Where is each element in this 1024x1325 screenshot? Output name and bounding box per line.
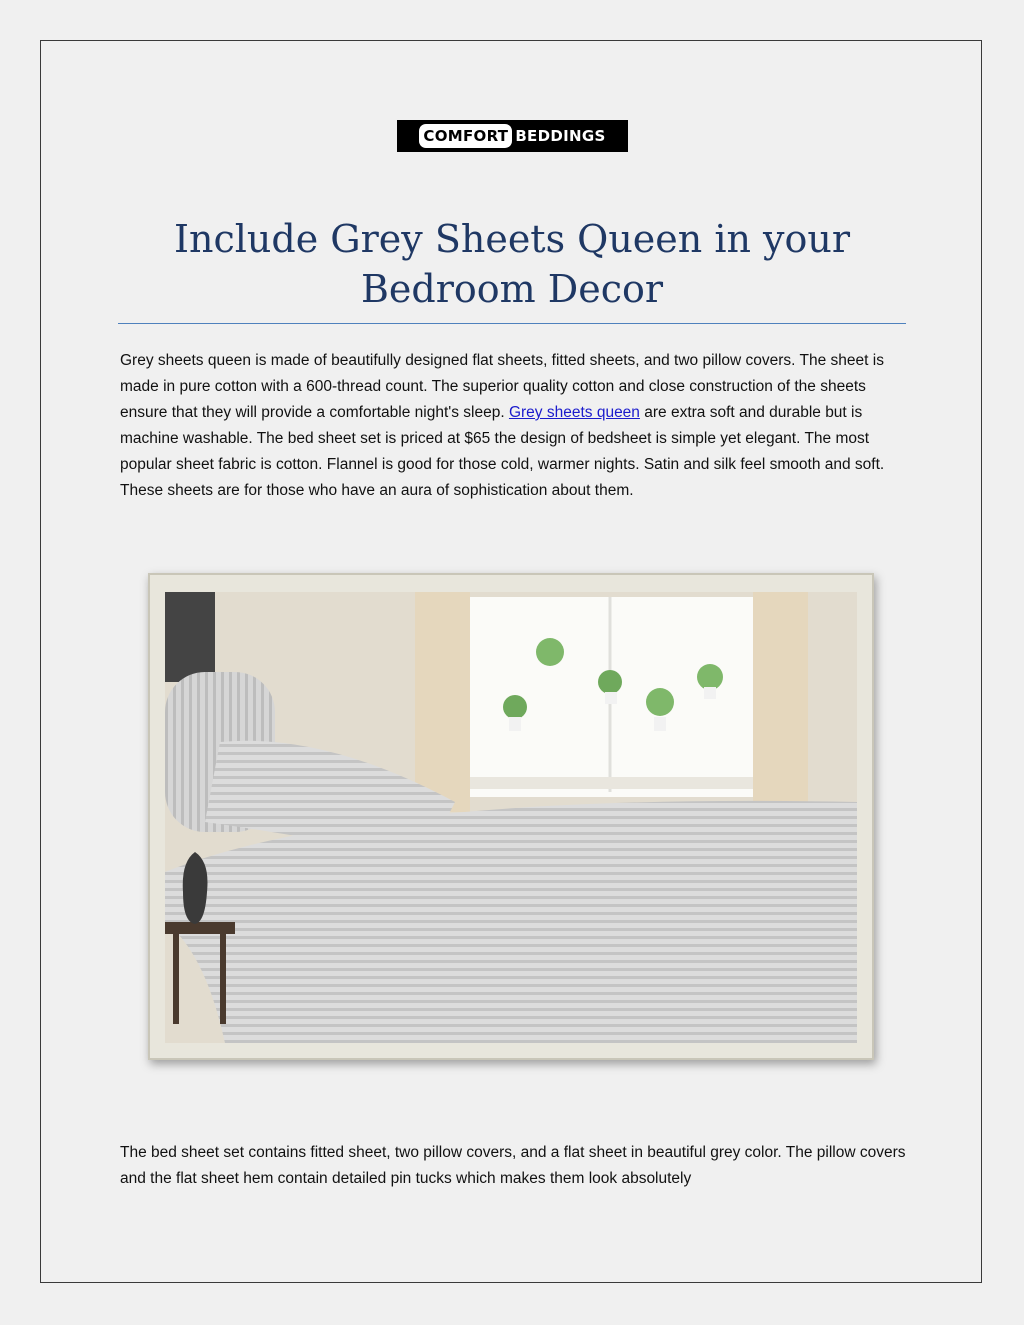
page-title	[118, 214, 906, 314]
logo-boxed-text: COMFORT	[419, 124, 512, 148]
title-line-2: Bedroom Decor	[360, 267, 664, 311]
intro-text-start: Grey sheets queen is made of beautifully designed flat sheets, fitted sheets, and two pillow covers. The sheet is made in pure cotton with a 600-thread count. The superior quality cotton and close construction of the sheets ensure that they will provide a comfortable night's sleep.	[120, 352, 884, 421]
title-line-1: Include Grey Sheets Queen in your	[173, 217, 851, 261]
logo-text: BEDDINGS	[515, 127, 606, 145]
wall-art	[165, 592, 215, 682]
details-paragraph: The bed sheet set contains fitted sheet, two pillow covers, and a flat sheet in beautiful grey color. The pillow covers and the flat sheet hem contain detailed pin tucks which makes them look absolutely	[120, 1144, 906, 1187]
intro-paragraph	[120, 348, 910, 504]
intro-text-end: are extra soft and durable but is machine washable. The bed sheet set is priced at $65 the design of bedsheet is simple yet elegant. The most popular sheet fabric is cotton. Flannel is good for those cold, warmer nights. Satin and silk feel smooth and soft. These sheets are for those who have an aura of sophistication about them.	[120, 404, 885, 499]
comfort-beddings-logo	[397, 120, 628, 152]
title-underline	[118, 323, 906, 324]
grey-sheets-queen-link[interactable]: Grey sheets queen	[508, 404, 640, 421]
right-curtain	[753, 592, 808, 812]
bedroom-photo-image	[165, 592, 857, 1043]
side-table	[165, 922, 235, 934]
bedroom-photo	[148, 573, 874, 1060]
left-curtain	[415, 592, 470, 812]
